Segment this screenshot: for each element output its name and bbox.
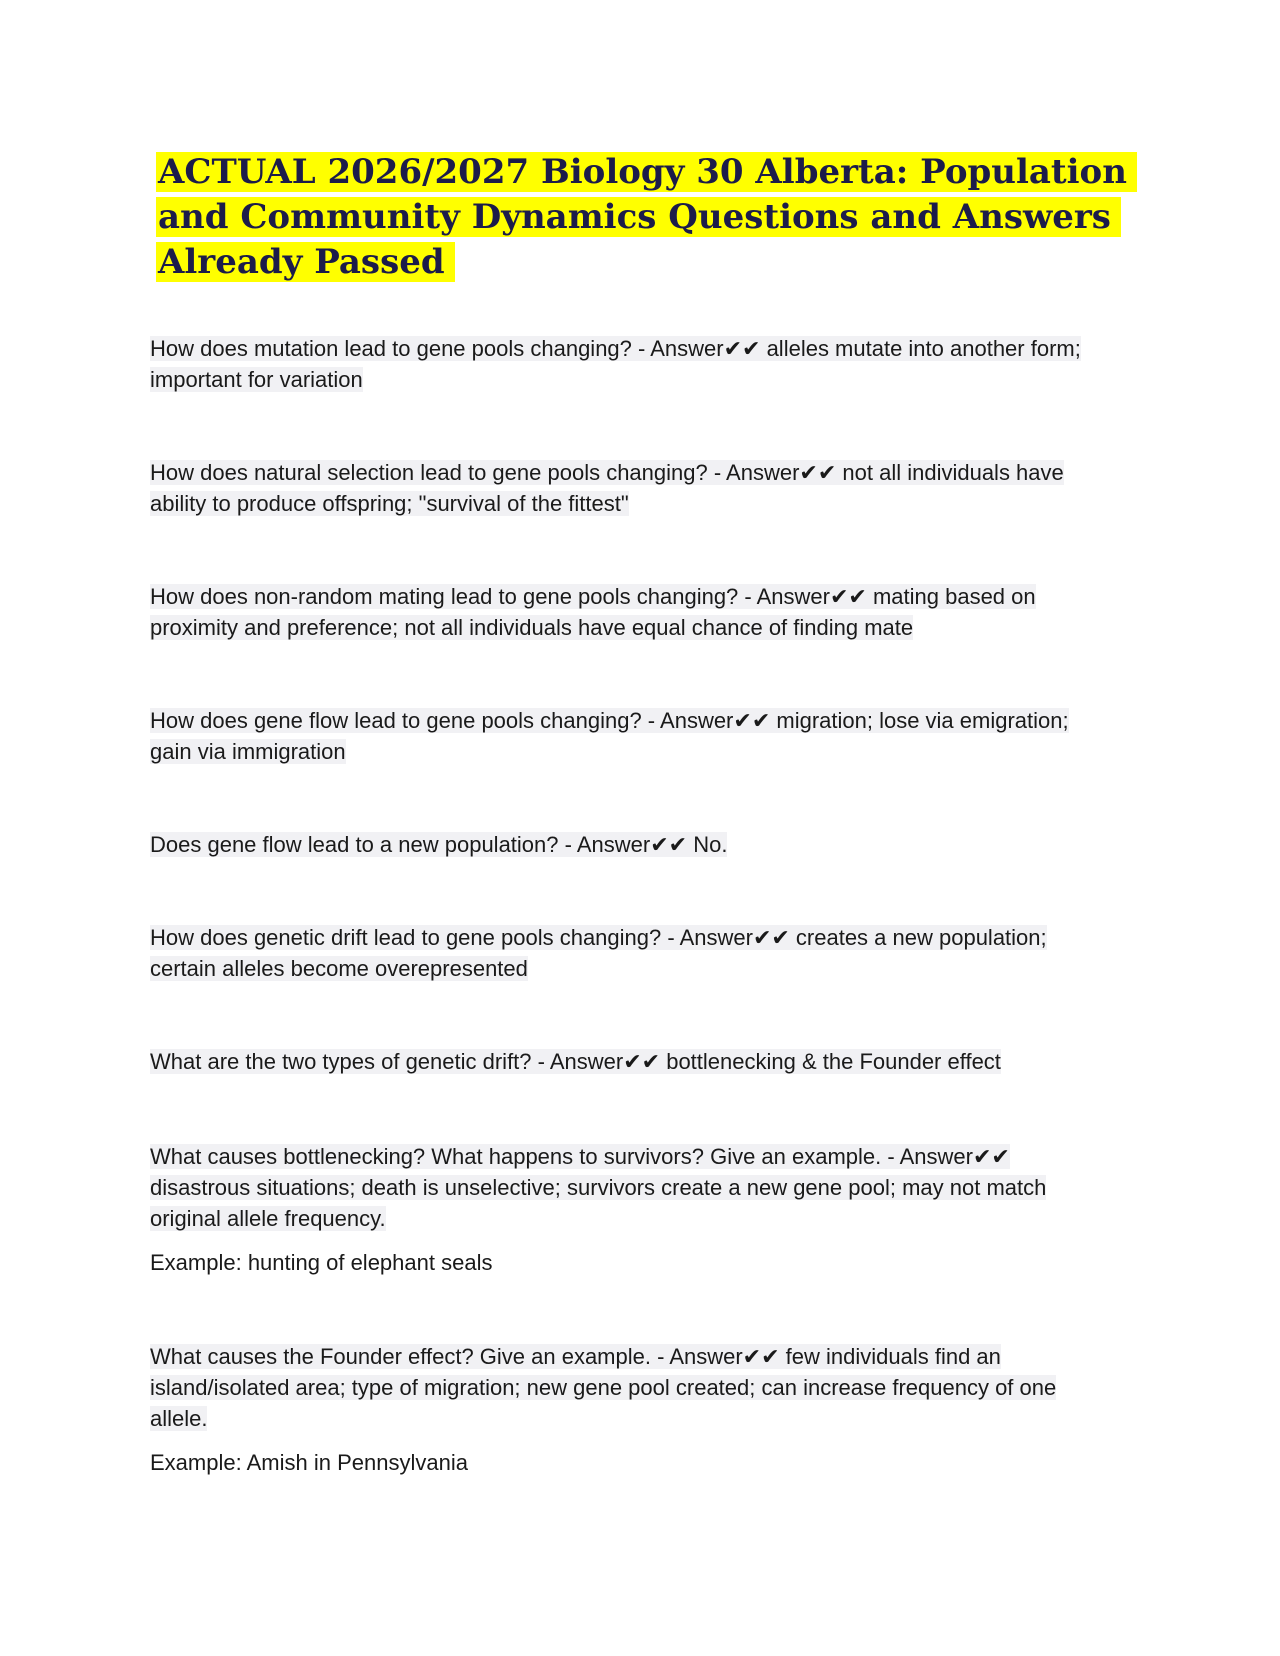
example-founder-effect: Example: Amish in Pennsylvania	[150, 1450, 468, 1475]
qa-item-gene-flow	[150, 705, 1110, 767]
qa-item-non-random-mating	[150, 581, 1110, 643]
qa-text: What are the two types of genetic drift? - Answer✔✔ bottlenecking & the Founder effect	[150, 1049, 1001, 1074]
qa-item-natural-selection	[150, 457, 1110, 519]
qa-text: How does natural selection lead to gene pools changing? - Answer✔✔ not all individuals have ability to produce offspring; "survival of the fittest"	[150, 460, 1064, 516]
qa-item-genetic-drift	[150, 922, 1110, 984]
qa-text: How does gene flow lead to gene pools changing? - Answer✔✔ migration; lose via emigration; gain via immigration	[150, 708, 1069, 764]
example-bottlenecking: Example: hunting of elephant seals	[150, 1250, 493, 1275]
qa-text: What causes bottlenecking? What happens to survivors? Give an example. - Answer✔✔ disastrous situations; death is unselective; survivors create a new gene pool; may not match original allele frequency.	[150, 1144, 1047, 1231]
document-title	[156, 150, 1136, 285]
qa-item-mutation	[150, 333, 1110, 395]
qa-text: How does non-random mating lead to gene pools changing? - Answer✔✔ mating based on proximity and preference; not all individuals have equal chance of finding mate	[150, 584, 1036, 640]
title-highlight: ACTUAL 2026/2027 Biology 30 Alberta: Population and Community Dynamics Questions and Answers Already Passed	[156, 152, 1137, 282]
qa-item-drift-types	[150, 1046, 1110, 1077]
qa-text: How does genetic drift lead to gene pools changing? - Answer✔✔ creates a new population; certain alleles become overepresented	[150, 925, 1047, 981]
qa-text: Does gene flow lead to a new population? - Answer✔✔ No.	[150, 832, 728, 857]
qa-item-bottlenecking	[150, 1141, 1110, 1234]
qa-text: What causes the Founder effect? Give an example. - Answer✔✔ few individuals find an island/isolated area; type of migration; new gene pool created; can increase frequency of one allele.	[150, 1344, 1057, 1431]
qa-text: How does mutation lead to gene pools changing? - Answer✔✔ alleles mutate into another form; important for variation	[150, 336, 1081, 392]
qa-item-gene-flow-population	[150, 829, 1110, 860]
qa-item-founder-effect	[150, 1341, 1110, 1434]
